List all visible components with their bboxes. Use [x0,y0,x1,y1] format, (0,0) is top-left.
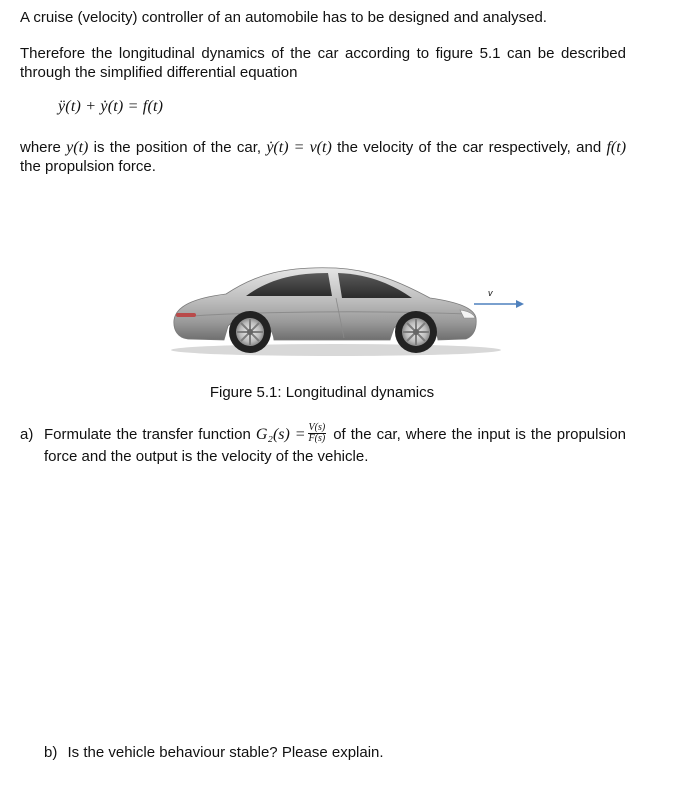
question-b [44,744,384,761]
fraction-denominator: F(s) [308,432,326,444]
transfer-function-fraction [308,423,327,444]
question-a [20,421,627,467]
text-segment: is the position of the car, [88,139,267,156]
car-shadow [171,344,501,356]
intro-paragraph: A cruise (velocity) controller of an automobile has to be designed and analysed. [20,9,547,26]
figure-caption: Figure 5.1: Longitudinal dynamics [209,384,435,401]
text-segment: Formulate the transfer function [44,426,256,443]
math-velocity: ẏ(t) = v(t) [266,139,332,156]
question-b-label: b) [44,744,58,761]
differential-equation: ÿ(t) + ẏ(t) = f(t) [58,98,164,115]
velocity-label: v [488,288,493,298]
transfer-function-symbol: G₂(s) = [255,426,306,443]
question-b-text: Is the vehicle behaviour stable? Please explain. [67,744,384,761]
math-force: f(t) [606,139,627,156]
car-rear-wheel [229,311,271,353]
text-segment: where [20,139,67,156]
math-position: y(t) [66,139,89,156]
text-segment: the propulsion force. [20,158,156,175]
text-segment: the velocity of the car respectively, and [331,139,607,156]
description-paragraph: Therefore the longitudinal dynamics of the car according to figure 5.1 can be described through the simplified differential equation [20,45,626,81]
question-a-label: a) [20,426,34,443]
variables-paragraph [20,138,626,176]
velocity-arrow [474,300,524,308]
car-image [168,258,526,358]
text-segment: of the car, where the input is the propulsion force and the output is the velocity of the vehicle. [44,426,627,465]
car-front-wheel [395,311,437,353]
fraction-numerator: V(s) [308,421,326,433]
